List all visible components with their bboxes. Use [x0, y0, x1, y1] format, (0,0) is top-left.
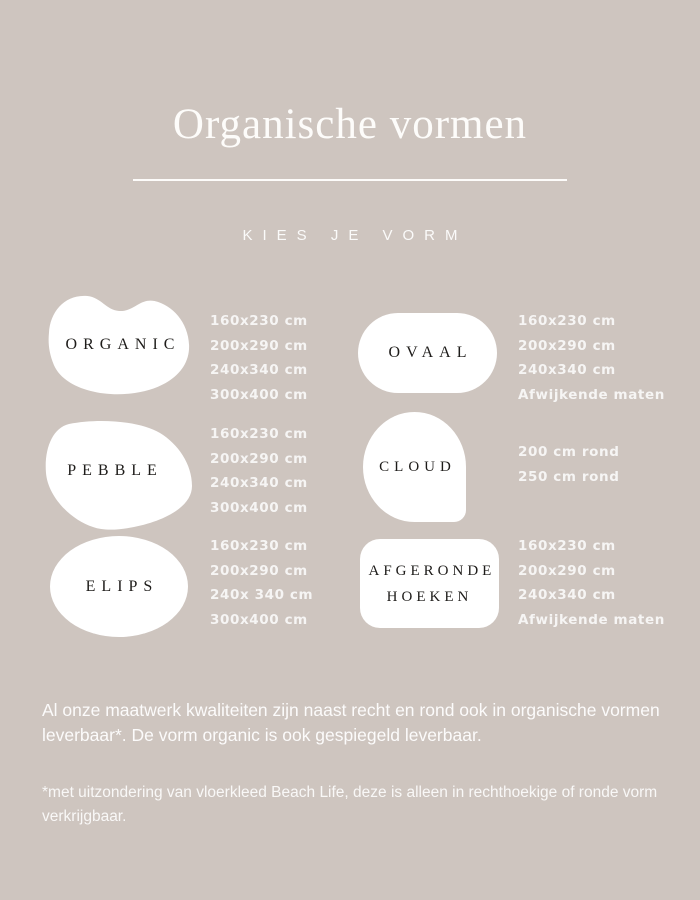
page-title: Organische vormen — [172, 101, 528, 148]
shape-label-afgeronde-hoeken: AFGERONDE HOEKEN — [368, 562, 496, 605]
size-item: 240x340 cm — [518, 362, 616, 378]
size-item: 200x290 cm — [210, 562, 308, 579]
size-item: 240x340 cm — [518, 587, 616, 603]
size-item: 200 cm rond — [518, 444, 620, 460]
size-list-elips — [210, 534, 313, 632]
size-item: 240x340 cm — [210, 475, 308, 491]
size-item: 300x400 cm — [210, 499, 308, 516]
size-item: 240x 340 cm — [210, 587, 314, 603]
shape-tile-afgeronde-hoeken — [360, 539, 499, 628]
title-divider-line — [133, 179, 567, 181]
size-list-pebble — [210, 422, 308, 520]
shape-tile-elips — [50, 536, 188, 637]
footer-footnote: *met uitzondering van vloerkleed Beach Life, deze is alleen in rechthoekige of ronde vorm verkrijgbaar. — [42, 784, 658, 825]
size-list-ovaal — [518, 309, 665, 407]
size-item: 160x230 cm — [210, 426, 308, 442]
size-item: Afwijkende maten — [518, 611, 665, 628]
shape-tile-pebble — [43, 418, 195, 532]
size-item: 200x290 cm — [210, 337, 308, 354]
size-item: 250 cm rond — [518, 468, 620, 485]
size-list-organic — [210, 309, 308, 407]
shape-label-elips: ELIPS — [85, 577, 159, 595]
footer-paragraph: Al onze maatwerk kwaliteiten zijn naast recht en rond ook in organische vormen leverbaar*. De vorm organic is ook gespiegeld leverbaar. — [42, 700, 660, 745]
size-item: 160x230 cm — [518, 538, 616, 554]
size-item: 240x340 cm — [210, 362, 308, 378]
size-item: 200x290 cm — [518, 562, 616, 579]
size-item: Afwijkende maten — [518, 386, 665, 403]
shape-tile-cloud — [363, 412, 466, 522]
shape-tile-organic — [46, 289, 194, 401]
shape-label-organic: ORGANIC — [65, 336, 181, 353]
size-item: 300x400 cm — [210, 386, 308, 403]
size-item: 160x230 cm — [210, 538, 308, 554]
size-item: 160x230 cm — [210, 313, 308, 329]
shape-label-cloud: CLOUD — [379, 458, 456, 475]
size-item: 300x400 cm — [210, 611, 308, 628]
size-item: 200x290 cm — [518, 337, 616, 354]
shape-tile-ovaal — [358, 313, 497, 393]
size-item: 160x230 cm — [518, 313, 616, 329]
size-list-cloud — [518, 440, 619, 489]
size-item: 200x290 cm — [210, 450, 308, 467]
subtitle-kies-je-vorm: KIES JE VORM — [242, 227, 468, 244]
size-list-afgeronde-hoeken — [518, 534, 665, 632]
shape-label-pebble: PEBBLE — [67, 462, 163, 479]
shape-label-ovaal: OVAAL — [388, 344, 473, 361]
